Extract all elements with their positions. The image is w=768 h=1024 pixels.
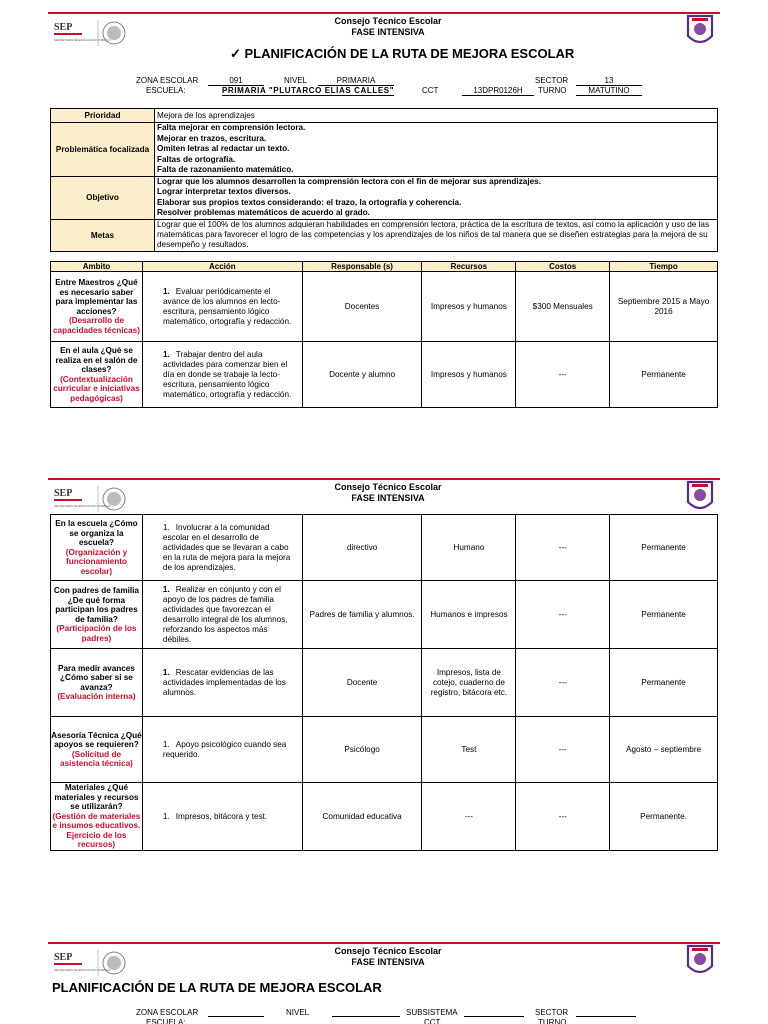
escuela-value: PRIMARIA "PLUTARCO ELÍAS CALLES" (222, 86, 395, 95)
header-center (248, 946, 528, 968)
page-title: ✓ PLANIFICACIÓN DE LA RUTA DE MEJORA ESCOLAR (230, 46, 575, 61)
sector-blank (576, 1008, 636, 1017)
ambito-text: En el aula ¿Qué se realiza en el salón de clases? (55, 346, 138, 374)
accion-num: 1. (162, 667, 170, 677)
sep-logo-text: SEP (54, 488, 73, 499)
ambito-cell (51, 783, 143, 851)
ambito-cell (51, 342, 143, 408)
ambito-red-text: (Contextualización curricular e iniciativas pedagógicas) (53, 374, 140, 403)
zona-label: ZONA ESCOLAR (136, 1008, 199, 1017)
recursos-cell: Impresos y humanos (422, 342, 516, 408)
header-line1: Consejo Técnico Escolar (334, 482, 442, 492)
ambito-red-text: (Evaluación interna) (57, 692, 136, 701)
costos-cell: --- (516, 342, 610, 408)
sep-logo-text: SEP (54, 952, 73, 963)
costos-cell: --- (516, 515, 610, 581)
header-recursos: Recursos (422, 262, 516, 272)
responsable-cell: Docente (302, 649, 422, 717)
page-header (48, 478, 720, 518)
accion-text: Involucrar a la comunidad escolar en el desarrollo de actividades que se llevaran a cabo en la ruta de mejora para la mejora de los aprendizajes. (162, 522, 291, 572)
header-center (248, 482, 528, 504)
zona-blank (208, 1008, 264, 1017)
sector-label: SECTOR (535, 76, 569, 85)
accion-num: 1. (162, 811, 170, 821)
nivel-value: PRIMARIA (318, 76, 394, 86)
recursos-cell: Test (422, 717, 516, 783)
problematica-item: Faltas de ortografía. (157, 154, 236, 164)
accion-num: 1. (162, 584, 170, 594)
costos-cell: $300 Mensuales (516, 272, 610, 342)
header-line2: FASE INTENSIVA (351, 957, 425, 967)
sep-logo-sub: SECRETARÍA DE EDUCACIÓN PÚBLICA (54, 504, 111, 508)
recursos-cell: Humano (422, 515, 516, 581)
accion-text: Impresos, bitácora y test. (175, 811, 268, 821)
objetivo-label: Objetivo (51, 177, 155, 220)
zona-label: ZONA ESCOLAR (136, 76, 199, 85)
responsable-cell: Padres de familia y alumnos. (302, 581, 422, 649)
header-line2: FASE INTENSIVA (351, 493, 425, 503)
tiempo-cell: Permanente (610, 649, 718, 717)
nivel-label: NIVEL (284, 76, 308, 85)
accion-cell (142, 581, 302, 649)
tiempo-cell: Permanente (610, 581, 718, 649)
cct-value: 13DPR0126H (462, 86, 534, 96)
table-row (51, 581, 718, 649)
sep-logo-sub: SECRETARÍA DE EDUCACIÓN PÚBLICA (54, 38, 111, 42)
header-accion: Acción (142, 262, 302, 272)
tiempo-cell: Permanente. (610, 783, 718, 851)
accion-text: Trabajar dentro del aula actividades para comenzar bien el día en donde se trabaje la lecto-escritura, pensamiento lógico matemático, ortografía y redacción. (162, 349, 292, 399)
subsistema-blank (464, 1008, 524, 1017)
plan-table-1 (50, 261, 718, 408)
problematica-item: Omiten letras al redactar un texto. (157, 144, 290, 154)
school-crest-icon (686, 480, 714, 514)
recursos-cell: Humanos e impresos (422, 581, 516, 649)
ambito-text: Asesoría Técnica ¿Qué apoyos se requieren? (51, 730, 142, 749)
turno-label: TURNO (538, 86, 567, 95)
problematica-list (155, 123, 718, 177)
accion-cell (142, 717, 302, 783)
school-info (0, 76, 768, 98)
responsable-cell: Comunidad educativa (302, 783, 422, 851)
tiempo-cell: Permanente (610, 342, 718, 408)
metas-value: Lograr que el 100% de los alumnos adquieran habilidades en comprensión lectora, práctica de la escritura de textos, así como la aplicación y uso de las matemáticas para favorecer el logro de las competencias y los aprendizajes de los niños de tal manera que se diseñen estrategias para la mejora de su desempeño y resultados. (155, 219, 718, 251)
ambito-text: Materiales ¿Qué materiales y recursos se utilizarán? (54, 783, 139, 812)
school-crest-icon (686, 14, 714, 48)
costos-cell: --- (516, 717, 610, 783)
table-row (51, 783, 718, 851)
accion-text: Realizar en conjunto y con el apoyo de los padres de familia actividades que favorezcan el desarrollo integral de los alumnos, reforzando los aspectos más débiles. (162, 584, 288, 644)
school-info-blank (0, 1008, 768, 1024)
costos-cell: --- (516, 649, 610, 717)
nivel-label: NIVEL (286, 1008, 310, 1017)
header-red-line (48, 478, 720, 480)
responsable-cell: Psicólogo (302, 717, 422, 783)
header-ambito: Ambito (51, 262, 143, 272)
ambito-text: En la escuela ¿Cómo se organiza la escuela? (55, 519, 138, 547)
turno-label: TURNO (538, 1018, 567, 1024)
accion-num: 1. (162, 349, 170, 359)
sep-logo (50, 16, 140, 50)
page-header (48, 942, 720, 982)
header-red-line (48, 942, 720, 944)
metas-label: Metas (51, 219, 155, 251)
turno-value: MATUTINO (576, 86, 642, 96)
ambito-text: Entre Maestros ¿Qué es necesario saber para implementar las acciones? (55, 278, 138, 316)
responsable-cell: Docentes (302, 272, 422, 342)
sep-logo-text: SEP (54, 22, 73, 33)
accion-num: 1. (162, 522, 170, 532)
header-responsable: Responsable (s) (302, 262, 422, 272)
problematica-item: Falta de razonamiento matemático. (157, 165, 294, 175)
accion-cell (142, 272, 302, 342)
objetivo-item: Lograr que los alumnos desarrollen la comprensión lectora con el fin de mejorar sus aprendizajes. (157, 177, 542, 186)
ambito-red-text: (Gestión de materiales e insumos educativos. Ejercicio de los recursos) (52, 811, 141, 850)
objetivo-item: Elaborar sus propios textos considerando: el trazo, la ortografía y coherencia. (157, 197, 462, 207)
header-center (248, 16, 528, 38)
sep-logo (50, 482, 140, 516)
ambito-red-text: (Organización y funcionamiento escolar) (65, 547, 128, 576)
ambito-cell (51, 649, 143, 717)
header-red-line (48, 12, 720, 14)
accion-cell (142, 515, 302, 581)
costos-cell: --- (516, 581, 610, 649)
sep-logo (50, 946, 140, 980)
responsable-cell: directivo (302, 515, 422, 581)
accion-text: Rescatar evidencias de las actividades implementadas de los alumnos. (162, 667, 286, 697)
prioridad-label: Prioridad (51, 109, 155, 123)
header-line2: FASE INTENSIVA (351, 27, 425, 37)
ambito-cell (51, 272, 143, 342)
table-row (51, 272, 718, 342)
ambito-cell (51, 717, 143, 783)
accion-cell (142, 649, 302, 717)
zona-value: 091 (208, 76, 264, 86)
header-line1: Consejo Técnico Escolar (334, 16, 442, 26)
accion-cell (142, 783, 302, 851)
header-costos: Costos (516, 262, 610, 272)
problematica-label: Problemática focalizada (51, 123, 155, 177)
objetivo-list (155, 177, 718, 220)
subsistema-label: SUBSISTEMA (406, 1008, 458, 1017)
table-row (51, 342, 718, 408)
problematica-item: Falta mejorar en comprensión lectora. (157, 123, 306, 133)
nivel-blank (332, 1008, 400, 1017)
responsable-cell: Docente y alumno (302, 342, 422, 408)
cct-label: CCT (424, 1018, 441, 1024)
ambito-red-text: (Desarrollo de capacidades técnicas) (53, 316, 140, 335)
school-crest-icon (686, 944, 714, 978)
accion-num: 1. (162, 739, 170, 749)
sector-label: SECTOR (535, 1008, 569, 1017)
sector-value: 13 (576, 76, 642, 86)
problematica-item: Mejorar en trazos, escritura. (157, 133, 267, 143)
accion-num: 1. (162, 286, 170, 296)
cct-label: CCT (422, 86, 439, 95)
ambito-red-text: (Solicitud de asistencia técnica) (60, 749, 133, 768)
accion-cell (142, 342, 302, 408)
summary-table (50, 108, 718, 252)
table-row (51, 717, 718, 783)
tiempo-cell: Permanente (610, 515, 718, 581)
accion-text: Apoyo psicológico cuando sea requerido. (162, 739, 287, 759)
ambito-cell (51, 581, 143, 649)
header-line1: Consejo Técnico Escolar (334, 946, 442, 956)
ambito-text: Con padres de familia ¿De qué forma participan los padres de familia? (53, 586, 139, 624)
accion-text: Evaluar periódicamente el avance de los alumnos en lecto-escritura, pensamiento lógico matemático, ortografía y redacción. (162, 286, 292, 326)
tiempo-cell: Agosto – septiembre (610, 717, 718, 783)
ambito-cell (51, 515, 143, 581)
plan-table-2 (50, 514, 718, 851)
prioridad-value: Mejora de los aprendizajes (155, 109, 718, 123)
escuela-label: ESCUELA: (146, 86, 186, 95)
table-row (51, 649, 718, 717)
ambito-red-text: (Participación de los padres) (56, 624, 137, 643)
page-title: PLANIFICACIÓN DE LA RUTA DE MEJORA ESCOLAR (52, 980, 382, 995)
recursos-cell: Impresos y humanos (422, 272, 516, 342)
costos-cell: --- (516, 783, 610, 851)
tiempo-cell: Septiembre 2015 a Mayo 2016 (610, 272, 718, 342)
recursos-cell: --- (422, 783, 516, 851)
sep-logo-sub: SECRETARÍA DE EDUCACIÓN PÚBLICA (54, 968, 111, 972)
header-tiempo: Tiempo (610, 262, 718, 272)
table-row (51, 515, 718, 581)
recursos-cell: Impresos, lista de cotejo, cuaderno de registro, bitácora etc. (422, 649, 516, 717)
objetivo-item: Lograr interpretar textos diversos. (157, 187, 291, 197)
ambito-text: Para medir avances ¿Cómo saber si se avanza? (57, 663, 135, 692)
escuela-label: ESCUELA: (146, 1018, 186, 1024)
objetivo-item: Resolver problemas matemáticos de acuerdo al grado. (157, 208, 370, 218)
